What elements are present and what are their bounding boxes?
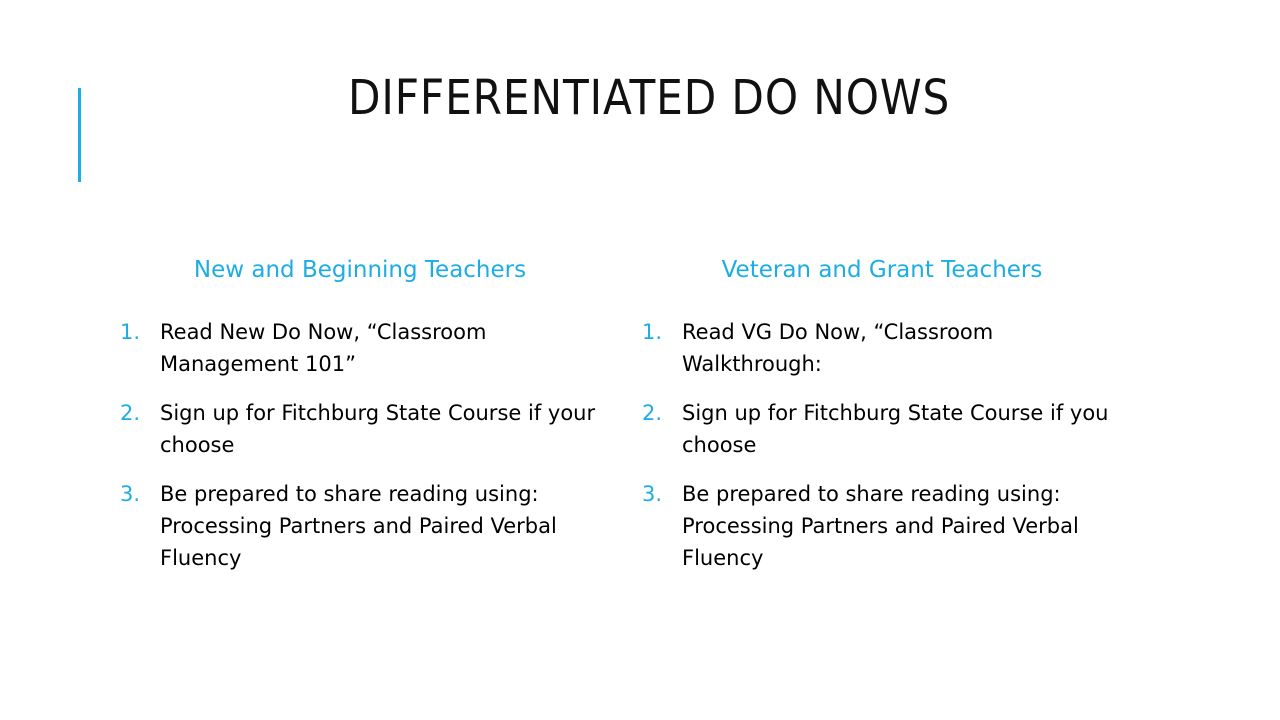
list-item-number: 1. xyxy=(642,320,663,344)
list-item-number: 2. xyxy=(120,401,141,425)
list-item xyxy=(642,397,1122,461)
list-item-number: 1. xyxy=(120,320,141,344)
list-item-number: 3. xyxy=(642,482,663,506)
list-item xyxy=(642,478,1122,574)
list-item-text: Read New Do Now, “Classroom Management 101” xyxy=(160,320,487,376)
list-item-number: 2. xyxy=(642,401,663,425)
right-column-heading: Veteran and Grant Teachers xyxy=(721,257,1043,283)
list-item xyxy=(120,397,600,461)
right-column xyxy=(642,254,1122,591)
list-item-text: Sign up for Fitchburg State Course if your choose xyxy=(160,401,596,457)
list-item-text: Sign up for Fitchburg State Course if you choose xyxy=(682,401,1109,457)
list-item-number: 3. xyxy=(120,482,141,506)
title-accent-bar xyxy=(78,88,81,182)
list-item xyxy=(642,316,1122,380)
list-item xyxy=(120,316,600,380)
left-column xyxy=(120,254,600,591)
left-column-heading: New and Beginning Teachers xyxy=(193,257,527,283)
slide-title: DIFFERENTIATED DO NOWS xyxy=(348,70,951,126)
list-item-text: Be prepared to share reading using: Processing Partners and Paired Verbal Fluency xyxy=(682,482,1079,570)
list-item-text: Read VG Do Now, “Classroom Walkthrough: xyxy=(682,320,994,376)
list-item xyxy=(120,478,600,574)
list-item-text: Be prepared to share reading using: Processing Partners and Paired Verbal Fluency xyxy=(160,482,557,570)
